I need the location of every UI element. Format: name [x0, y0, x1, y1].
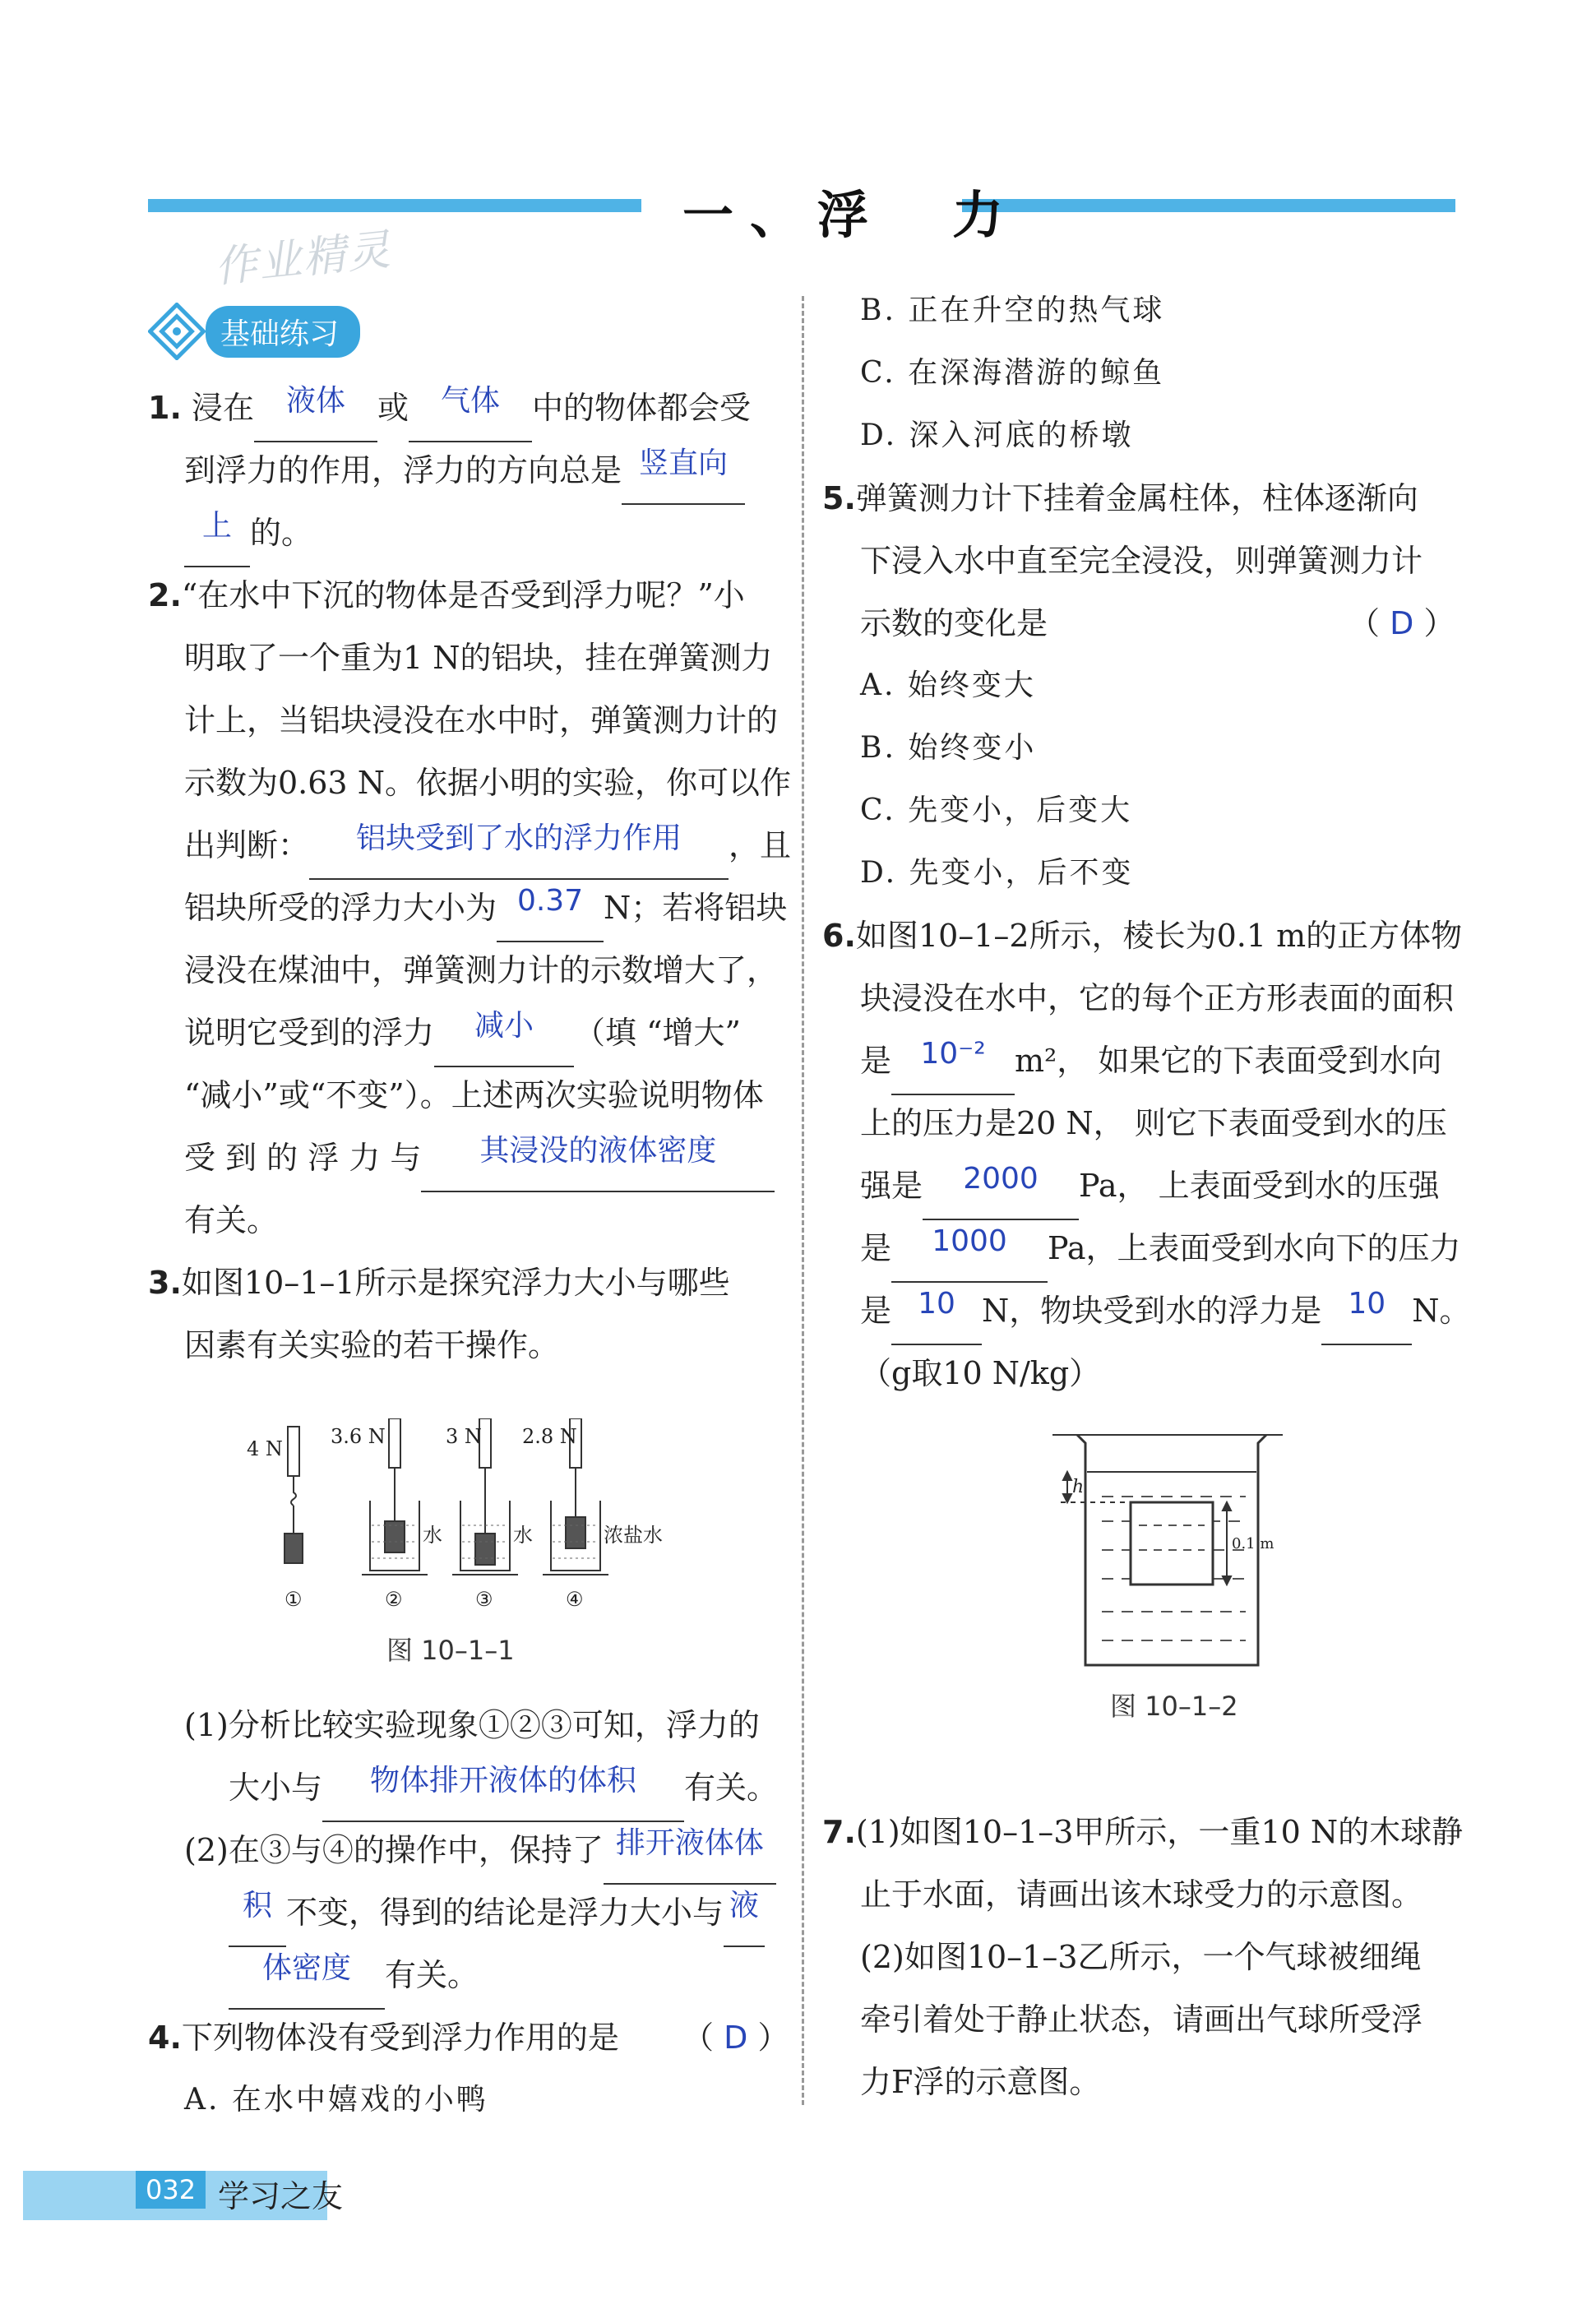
q6-line7 [860, 1279, 1471, 1345]
q1-blank3-cont[interactable] [184, 502, 250, 567]
q3-text: 如图10–1–1所示是探究浮力大小与哪些 [181, 1265, 730, 1301]
q6-number: 6. [822, 918, 856, 954]
fig1-step-2: ② [385, 1588, 403, 1611]
page-number: 032 [136, 2171, 206, 2209]
q3-answer1: 物体排开液体的体积 [370, 1764, 637, 1797]
block-4 [566, 1517, 585, 1548]
q2-line4: 示数为0.63 N。依据小明的实验，你可以作 [184, 765, 791, 801]
q3-text: 大小与 [229, 1770, 323, 1806]
q4-number: 4. [148, 2020, 182, 2056]
fig1-step-1: ① [285, 1588, 303, 1611]
q5-answer-paren[interactable]: （ D ） [1349, 605, 1455, 641]
q3-text: 不变，得到的结论是浮力大小与 [286, 1895, 724, 1931]
q6-line5 [860, 1154, 1440, 1220]
figure-10-1-2-caption: 图 10–1–2 [1110, 1691, 1238, 1722]
q1-text: 浸在 [191, 390, 254, 426]
q3-sub1-line1: (1)分析比较实验现象①②③可知，浮力的 [184, 1707, 760, 1743]
q6-text: N。 [1412, 1293, 1471, 1329]
q1-blank1[interactable] [254, 377, 377, 442]
q6-text: m²， 如果它的下表面受到水向 [1015, 1043, 1442, 1079]
q6-answer2: 2000 [963, 1162, 1039, 1196]
q1-blank2[interactable] [409, 377, 532, 442]
q2-line2: 明取了一个重为1 N的铝块，挂在弹簧测力 [184, 640, 773, 676]
q6-answer5: 10 [1348, 1287, 1386, 1321]
q7-line5: 力F浮的示意图。 [860, 2064, 1101, 2100]
q3-blank3-cont[interactable] [229, 1944, 385, 2010]
q6-line2: 块浸没在水中，它的每个正方形表面的面积 [860, 980, 1455, 1016]
q3-line1 [148, 1252, 730, 1314]
q2-line9: “减小”或“不变”）。上述两次实验说明物体 [184, 1077, 764, 1113]
spring-scale-1 [288, 1427, 299, 1476]
q2-text: 出判断： [184, 827, 310, 863]
q4-option-c[interactable]: C. 在深海潜游的鲸鱼 [860, 356, 1165, 390]
fig1-step-3: ③ [475, 1588, 493, 1611]
q5-number: 5. [822, 480, 856, 516]
q2-line11: 有关。 [184, 1202, 279, 1238]
q6-answer3: 1000 [932, 1224, 1007, 1258]
q3-text: 有关。 [385, 1957, 479, 1993]
fig1-label-4: 2.8 N [522, 1425, 577, 1448]
q2-text: 受 到 的 浮 力 与 [184, 1140, 422, 1176]
figure-10-1-2 [1052, 1427, 1283, 1673]
cube [1131, 1502, 1213, 1585]
q6-line3 [860, 1029, 1441, 1095]
fig1-liquid-2: 水 [513, 1524, 533, 1547]
q1-line2 [184, 439, 745, 505]
q6-text: 是 [860, 1293, 892, 1329]
q6-line6 [860, 1217, 1461, 1283]
spring-hook-1 [291, 1476, 296, 1506]
q2-answer3: 减小 [474, 1009, 534, 1043]
q6-blank5[interactable] [1321, 1279, 1412, 1345]
q3-text: (2)在③与④的操作中，保持了 [184, 1832, 604, 1868]
q1-line1 [148, 377, 751, 442]
q6-line1 [822, 905, 1462, 967]
q3-answer2: 排开液体体 [615, 1826, 764, 1860]
q4-option-a[interactable]: A. 在水中嬉戏的小鸭 [184, 2083, 488, 2117]
q1-text: 的。 [250, 515, 313, 551]
spring-scale-2 [389, 1418, 400, 1468]
q4-option-d[interactable]: D. 深入河底的桥墩 [860, 419, 1134, 452]
q2-blank4[interactable] [421, 1127, 775, 1192]
section-header [148, 303, 360, 360]
q6-text: N，物块受到水的浮力是 [982, 1293, 1322, 1329]
q4-text: 下列物体没有受到浮力作用的是 [181, 2020, 619, 2056]
q3-answer2-cont: 积 [242, 1889, 272, 1922]
q1-number: 1. [148, 390, 182, 426]
q2-line1 [148, 564, 745, 627]
q2-line10 [184, 1127, 775, 1192]
q2-blank2[interactable] [497, 877, 604, 942]
q7-line1 [822, 1801, 1463, 1863]
fig2-h-label: h [1072, 1477, 1085, 1497]
q1-answer1: 液体 [285, 384, 345, 418]
q2-blank3[interactable] [434, 1002, 574, 1067]
spiral-icon [148, 303, 206, 360]
q1-answer3: 竖直向 [639, 446, 729, 480]
q2-text: “在水中下沉的物体是否受到浮力呢？”小 [181, 577, 745, 613]
q2-text: 说明它受到的浮力 [184, 1015, 435, 1051]
figure-10-1-1-caption: 图 10–1–1 [386, 1635, 515, 1666]
q5-line2: 下浸入水中直至完全浸没，则弹簧测力计 [860, 543, 1423, 579]
q6-line8: （g取10 N/kg） [860, 1355, 1101, 1391]
q5-line3: 示数的变化是 [860, 605, 1048, 641]
q2-text: （填 “增大” [574, 1015, 741, 1051]
q5-option-c[interactable]: C. 先变小，后变大 [860, 793, 1133, 827]
block-3 [475, 1534, 495, 1565]
q4-line1 [148, 2006, 619, 2069]
q6-blank2[interactable] [923, 1154, 1079, 1220]
title-bar-left [148, 199, 641, 212]
q7-text: (1)如图10–1–3甲所示，一重10 N的木球静 [855, 1814, 1464, 1850]
q6-text: Pa， 上表面受到水的压强 [1079, 1168, 1440, 1204]
q2-line3: 计上，当铝块浸没在水中时，弹簧测力计的 [184, 702, 779, 738]
q3-blank1[interactable] [322, 1756, 684, 1822]
q6-text: 如图10–1–2所示，棱长为0.1 m的正方体物 [855, 918, 1463, 954]
q4-option-b[interactable]: B. 正在升空的热气球 [860, 294, 1165, 327]
q6-text: Pa，上表面受到水向下的压力 [1048, 1230, 1461, 1266]
q5-option-b[interactable]: B. 始终变小 [860, 731, 1037, 765]
fig2-side-label: 0.1 m [1232, 1535, 1274, 1552]
q6-text: 是 [860, 1230, 892, 1266]
q2-text: ，且 [729, 827, 792, 863]
q3-blank2-cont[interactable] [229, 1881, 286, 1947]
q2-number: 2. [148, 577, 182, 613]
q2-answer1: 铝块受到了水的浮力作用 [356, 821, 682, 855]
fig1-label-2: 3.6 N [331, 1425, 386, 1448]
q5-option-d[interactable]: D. 先变小，后不变 [860, 856, 1134, 890]
q4-answer-paren[interactable]: （ D ） [682, 2020, 789, 2056]
q2-text: N；若将铝块 [604, 890, 788, 926]
figure-10-1-1 [238, 1418, 699, 1632]
q1-line3 [184, 502, 312, 567]
q2-blank1[interactable] [309, 814, 729, 880]
q2-line6 [184, 877, 787, 942]
q7-number: 7. [822, 1814, 856, 1850]
page-title: 一、浮 力 [682, 185, 1020, 245]
q2-line7: 浸没在煤油中，弹簧测力计的示数增大了， [184, 952, 779, 988]
q3-sub2-line1 [184, 1819, 776, 1885]
q1-answer2: 气体 [441, 384, 501, 418]
q7-line4: 牵引着处于静止状态，请画出气球所受浮 [860, 2001, 1423, 2038]
section-label: 基础练习 [206, 306, 360, 358]
q7-line2: 止于水面，请画出该木球受力的示意图。 [860, 1876, 1423, 1913]
q6-blank4[interactable] [891, 1279, 982, 1345]
q1-text: 中的物体都会受 [532, 390, 752, 426]
q7-line3: (2)如图10–1–3乙所示，一个气球被细绳 [860, 1939, 1422, 1975]
q3-number: 3. [148, 1265, 182, 1301]
q2-line5 [184, 814, 791, 880]
q6-answer4: 10 [918, 1287, 955, 1321]
block-2 [385, 1521, 405, 1552]
q3-blank2[interactable] [604, 1819, 776, 1885]
q5-text: 弹簧测力计下挂着金属柱体，柱体逐渐向 [855, 480, 1418, 516]
q3-line2: 因素有关实验的若干操作。 [184, 1327, 560, 1363]
book-title: 学习之友 [218, 2178, 344, 2214]
q6-text: 强是 [860, 1168, 923, 1204]
q3-sub1-line2 [229, 1756, 778, 1822]
column-divider [802, 296, 804, 2105]
fig1-label-3: 3 N [446, 1425, 482, 1448]
q1-answer4: 上 [201, 509, 232, 543]
q5-answer: D [1390, 605, 1414, 641]
q1-text: 到浮力的作用，浮力的方向总是 [184, 452, 622, 488]
q3-sub2-line2 [229, 1881, 765, 1947]
block-1 [285, 1534, 303, 1563]
fig1-liquid-1: 水 [423, 1524, 442, 1547]
q4-answer: D [724, 2020, 748, 2056]
q2-line8 [184, 1002, 741, 1067]
q2-answer2: 0.37 [516, 884, 584, 918]
q6-text: 是 [860, 1043, 892, 1079]
title-bar-right [962, 199, 1455, 212]
q3-answer3: 液 [729, 1889, 760, 1922]
watermark: 作业精灵 [212, 224, 395, 294]
q5-line1 [822, 467, 1418, 530]
q3-blank3[interactable] [724, 1881, 765, 1947]
q2-answer4: 其浸没的液体密度 [479, 1134, 717, 1168]
q6-answer1: 10⁻² [920, 1037, 986, 1071]
q3-sub2-line3 [229, 1944, 479, 2010]
q6-blank3[interactable] [891, 1217, 1048, 1283]
fig1-step-4: ④ [566, 1588, 584, 1611]
q5-option-a[interactable]: A. 始终变大 [860, 669, 1036, 702]
fig1-liquid-3: 浓盐水 [604, 1524, 663, 1547]
q1-blank3[interactable] [622, 439, 745, 505]
q3-text: 有关。 [684, 1770, 779, 1806]
q3-answer3-cont: 体密度 [261, 1951, 351, 1985]
q6-line4: 上的压力是20 N， 则它下表面受到水的压 [860, 1105, 1447, 1141]
q1-text: 或 [377, 390, 409, 426]
q6-blank1[interactable] [891, 1029, 1015, 1095]
fig1-label-1: 4 N [247, 1437, 283, 1460]
q2-text: 铝块所受的浮力大小为 [184, 890, 497, 926]
